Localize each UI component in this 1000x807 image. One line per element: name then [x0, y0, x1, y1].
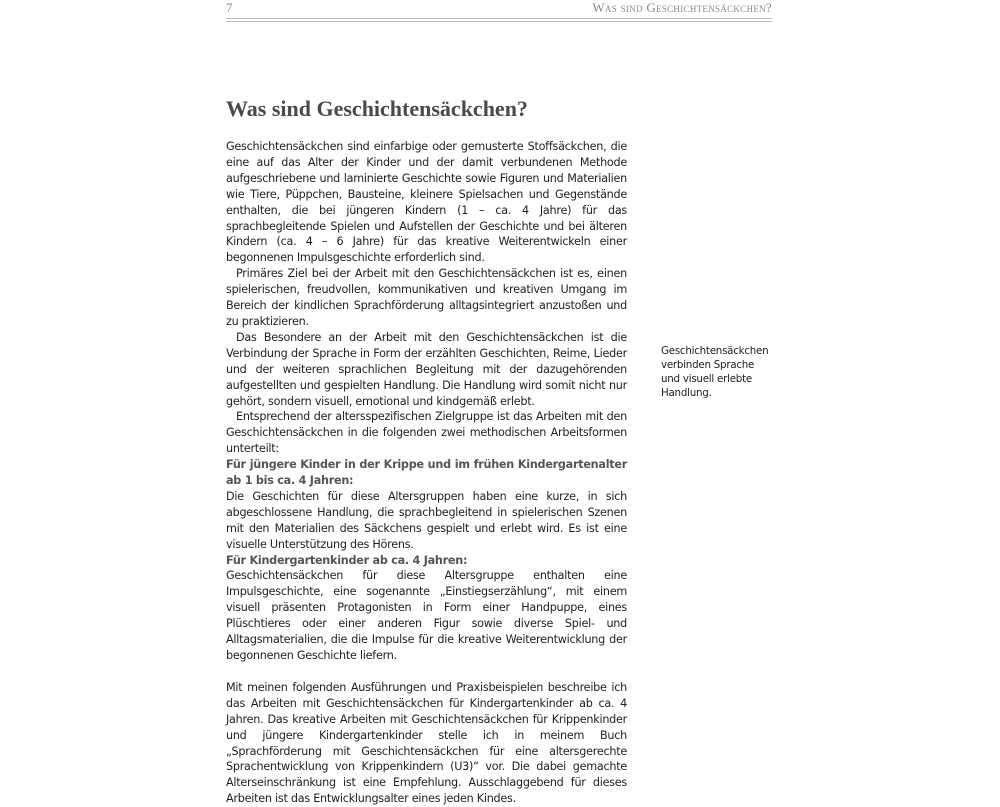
- subheading-younger-children: Für jüngere Kinder in der Krippe und im frühen Kindergartenalter ab 1 bis ca. 4 Jahren:: [226, 458, 627, 488]
- paragraph-younger-children: Die Geschichten für diese Altersgruppen haben eine kurze, in sich abgeschlossene Handlung, die sprachbegleitend in spielerischen Szenen mit den Materialien des Säckchens gespielt und erlebt wird. Es ist eine visuelle Unterstützung des Hörens.: [226, 489, 627, 551]
- header-rule-bottom: [226, 21, 772, 22]
- page-title: Was sind Geschichtensäckchen?: [226, 96, 528, 121]
- header-rule-top: [226, 18, 772, 19]
- page-number: 7: [226, 0, 233, 15]
- running-title: Was sind Geschichtensäckchen?: [592, 0, 772, 15]
- subheading-kindergarten-children: Für Kindergartenkinder ab ca. 4 Jahren:: [226, 553, 468, 567]
- margin-note: Geschichtensäckchen verbinden Sprache und visuell erlebte Handlung.: [661, 345, 769, 399]
- paragraph-kindergarten-children: Geschichtensäckchen für diese Altersgruppe enthalten eine Impulsgeschichte, eine sogenannte „Einstiegserzählung“, mit einem visuell präsenten Protagonisten in Form einer Handpuppe, eines Plüschtieres oder einer anderen Figur sowie diverse Spiel- und Alltagsmaterialien, die die Impulse für die kreative Weiterentwicklung der begonnenen Geschichte liefern.: [226, 569, 627, 662]
- paragraph-target-groups: Entsprechend der altersspezifischen Zielgruppe ist das Arbeiten mit den Geschichtensäckchen in die folgenden zwei methodischen Arbeitsformen unterteilt:: [226, 410, 627, 456]
- body-text: [226, 139, 627, 807]
- paragraph-special: Das Besondere an der Arbeit mit den Geschichtensäckchen ist die Verbindung der Sprache in Form der erzählten Geschichten, Reime, Lieder und der weiteren sprachlichen Begleitung mit der dazugehörenden aufgestellten und gespielten Handlung. Die Handlung wird somit nicht nur gehört, sondern visuell, emotional und kindgemäß erlebt.: [226, 330, 627, 408]
- paragraph-goal: Primäres Ziel bei der Arbeit mit den Geschichtensäckchen ist es, einen spielerischen, freudvollen, kommunikativen und kreativen Umgang im Bereich der kindlichen Sprachförderung alltagsintegriert anzustoßen und zu praktizieren.: [226, 267, 627, 328]
- paragraph-outlook: Mit meinen folgenden Ausführungen und Praxisbeispielen beschreibe ich das Arbeiten mit Geschichtensäckchen für Kindergartenkinder ab ca. 4 Jahren. Das kreative Arbeiten mit Geschichtensäckchen für Krippenkinder und jüngere Kindergartenkinder stelle ich in meinem Buch „Sprachförderung mit Geschichtensäckchen für eine altersgerechte Sprachentwicklung von Krippenkindern (U3)“ vor. Die dabei gemachte Alterseinschränkung ist eine Empfehlung. Ausschlaggebend für dieses Arbeiten ist das Entwicklungsalter eines jeden Kindes.: [226, 680, 627, 806]
- paragraph-intro: Geschichtensäckchen sind einfarbige oder gemusterte Stoffsäckchen, die eine auf das Alter der Kinder und der damit verbundenen Methode aufgeschriebene und laminierte Geschichte sowie Figuren und Materialien wie Tiere, Püppchen, Bausteine, kleinere Spielsachen und Gegenstände enthalten, die bei jüngeren Kindern (1 – ca. 4 Jahre) für das sprachbegleitende Spielen und Aufstellen der Geschichte und bei älteren Kindern (ca. 4 – 6 Jahre) für das kreative Weiterentwickeln einer begonnenen Impulsgeschichte erforderlich sind.: [226, 140, 627, 265]
